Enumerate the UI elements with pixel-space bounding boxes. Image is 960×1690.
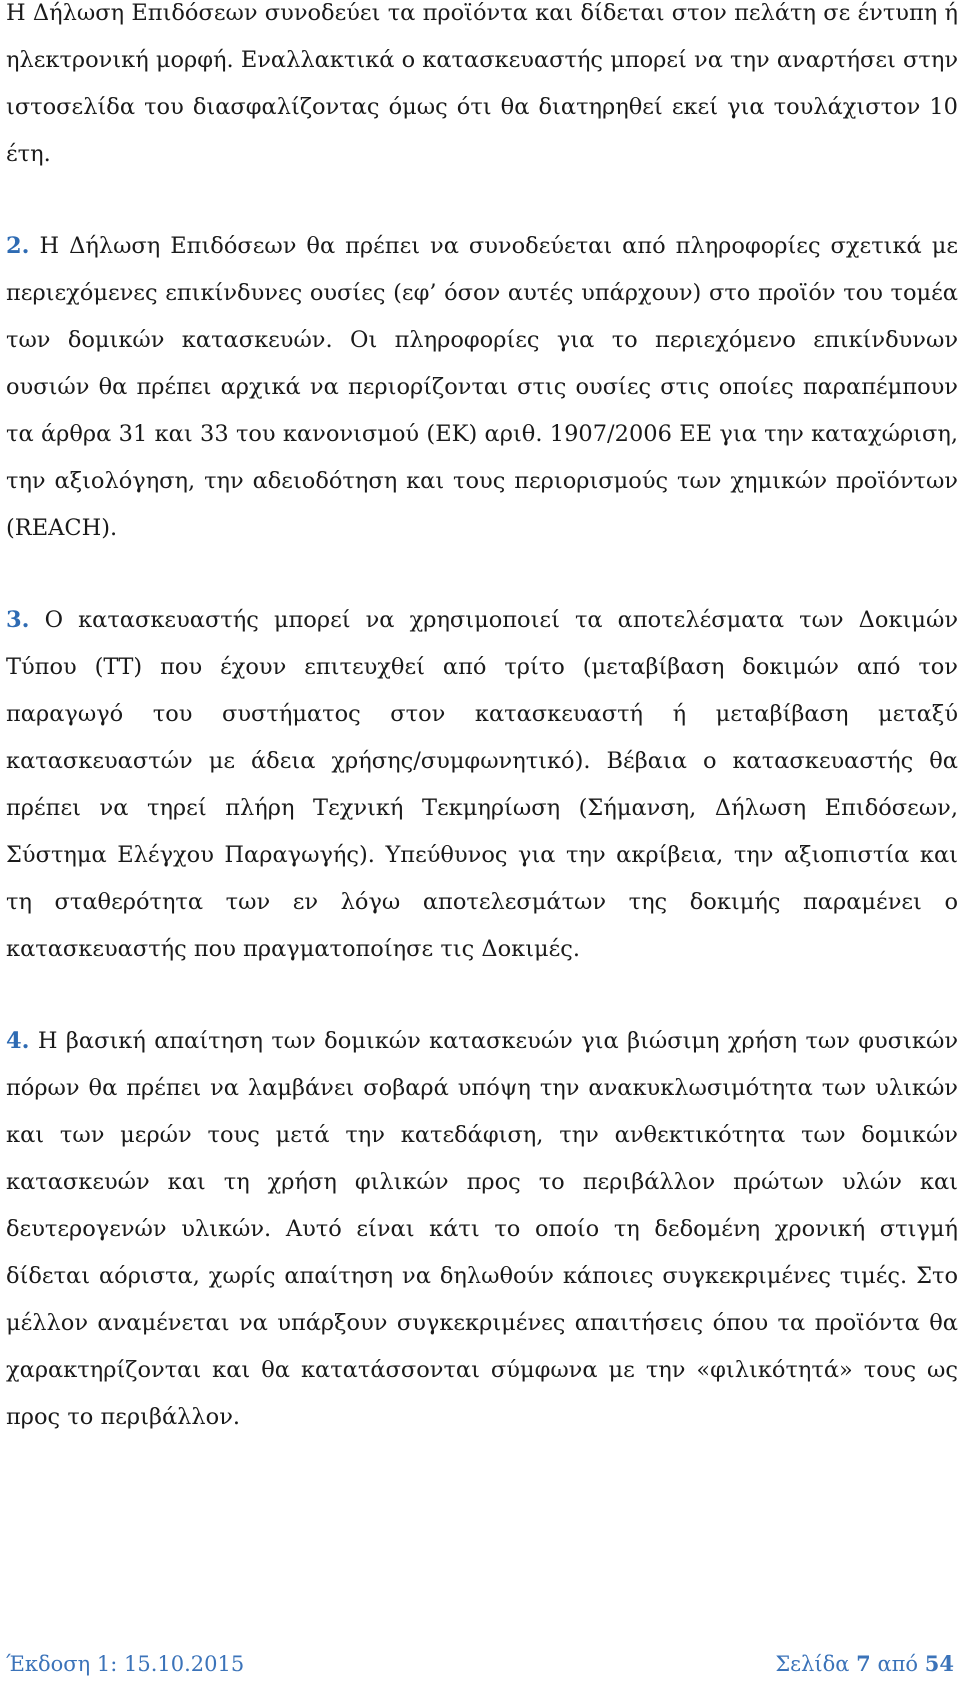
page-number: 7 (856, 1651, 871, 1676)
paragraph-text: Η βασική απαίτηση των δομικών κατασκευών για βιώσιμη χρήση των φυσικών πόρων θα πρέπει να λαμβάνει σοβαρά υπόψη την ανακυκλωσιμότητα των υλικών και των μερών τους μετά την κατεδάφιση, την ανθεκτικότητα των δομικών κατασκευών και τη χρήση φιλικών προς το περιβάλλον πρώτων υλών και δευτερογενών υλικών. Αυτό είναι κάτι το οποίο τη δεδομένη χρονική στιγμή δίδεται αόριστα, χωρίς απαίτηση να δηλωθούν κάποιες συγκεκριμένες τιμές. Στο μέλλον αναμένεται να υπάρξουν συγκεκριμένες απαιτήσεις όπου τα προϊόντα θα χαρακτηρίζονται και θα κατατάσσονται σύμφωνα με την «φιλικότητά» τους ως προς το περιβάλλον. (6, 1028, 959, 1430)
paragraph-4 (6, 1018, 958, 1441)
page-of: από (877, 1652, 919, 1676)
paragraph-text: Η Δήλωση Επιδόσεων συνοδεύει τα προϊόντα και δίδεται στον πελάτη σε έντυπη ή ηλεκτρονική μορφή. Εναλλακτικά ο κατασκευαστής μπορεί να την αναρτήσει στην ιστοσελίδα του διασφαλίζοντας όμως ότι θα διατηρηθεί εκεί για τουλάχιστον 10 έτη. (6, 0, 958, 167)
paragraph-text: Η Δήλωση Επιδόσεων θα πρέπει να συνοδεύεται από πληροφορίες σχετικά με περιεχόμενες επικίνδυνες ουσίες (εφ’ όσον αυτές υπάρχουν) στο προϊόν του τομέα των δομικών κατασκευών. Οι πληροφορίες για το περιεχόμενο επικίνδυνων ουσιών θα πρέπει αρχικά να περιορίζονται στις ουσίες στις οποίες παραπέμπουν τα άρθρα 31 και 33 του κανονισμού (ΕΚ) αριθ. 1907/2006 ΕΕ για την καταχώριση, την αξιολόγηση, την αδειοδότηση και τους περιορισμούς των χημικών προϊόντων (REACH). (6, 233, 958, 541)
paragraph-number: 2. (6, 233, 30, 259)
document-body (6, 0, 958, 1441)
paragraph-number: 3. (6, 607, 30, 633)
page-prefix: Σελίδα (775, 1652, 850, 1676)
paragraph-2 (6, 223, 958, 552)
paragraph-number: 4. (6, 1028, 30, 1054)
paragraph-1 (6, 0, 958, 178)
edition-label: Έκδοση 1: 15.10.2015 (6, 1652, 245, 1676)
page-total: 54 (924, 1651, 954, 1676)
page-footer (6, 1649, 954, 1679)
paragraph-3 (6, 597, 958, 973)
paragraph-text: Ο κατασκευαστής μπορεί να χρησιμοποιεί τα αποτελέσματα των Δοκιμών Τύπου (ΤΤ) που έχουν επιτευχθεί από τρίτο (μεταβίβαση δοκιμών από τον παραγωγό του συστήματος στον κατασκευαστή ή μεταβίβαση μεταξύ κατασκευαστών με άδεια χρήσης/συμφωνητικό). Βέβαια ο κατασκευαστής θα πρέπει να τηρεί πλήρη Τεχνική Τεκμηρίωση (Σήμανση, Δήλωση Επιδόσεων, Σύστημα Ελέγχου Παραγωγής). Υπεύθυνος για την ακρίβεια, την αξιοπιστία και τη σταθερότητα των εν λόγω αποτελεσμάτων της δοκιμής παραμένει ο κατασκευαστής που πραγματοποίησε τις Δοκιμές. (6, 607, 958, 962)
page-indicator (775, 1649, 954, 1679)
